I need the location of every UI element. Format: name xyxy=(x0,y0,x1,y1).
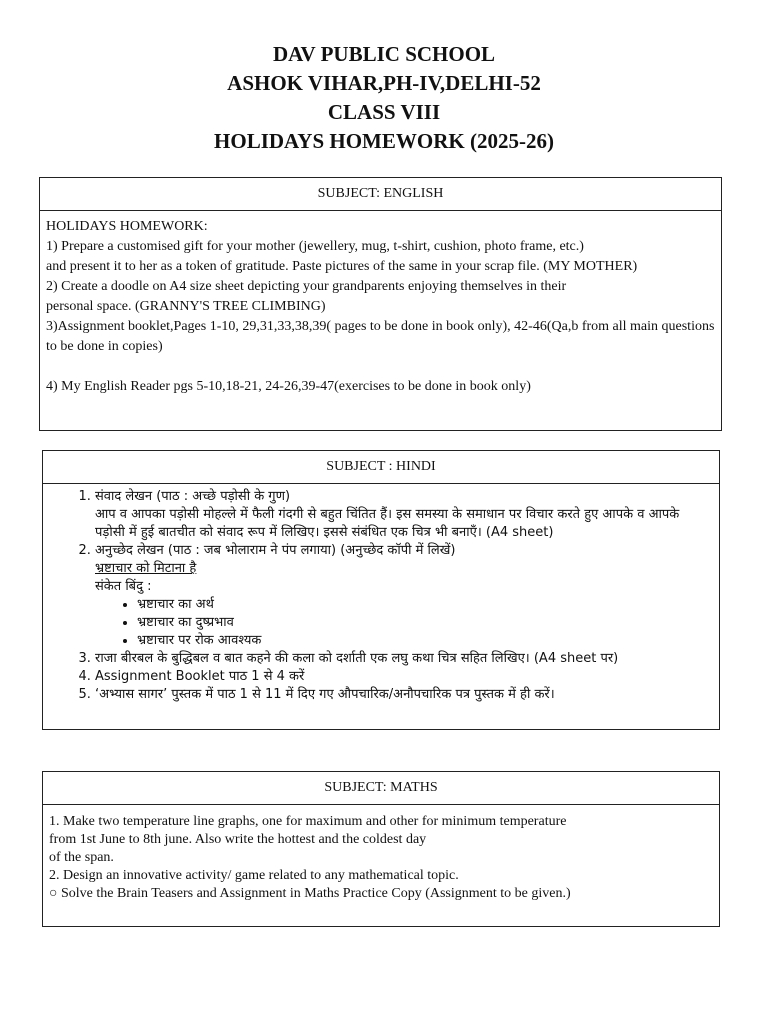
maths-subject-heading: SUBJECT: MATHS xyxy=(43,772,719,805)
maths-line: 1. Make two temperature line graphs, one for maximum and other for minimum temperature xyxy=(49,814,567,829)
hindi-task-1 xyxy=(95,488,713,542)
hindi-homework-body xyxy=(43,484,719,704)
hindi-subject-heading: SUBJECT : HINDI xyxy=(43,451,719,484)
hindi-task-4: 4. Assignment Booklet पाठ 1 से 4 करें xyxy=(95,668,713,686)
document-title: HOLIDAYS HOMEWORK (2025-26) xyxy=(214,129,554,153)
hindi-task-5: 5. ‘अभ्यास सागर’ पुस्तक में पाठ 1 से 11 में दिए गए औपचारिक/अनौपचारिक पत्र पुस्तक में ही करें। xyxy=(95,686,713,704)
hindi-task-3: 3. राजा बीरबल के बुद्धिबल व बात कहने की कला को दर्शाती एक लघु कथा चित्र सहित लिखिए। (A4 sheet पर) xyxy=(95,650,713,668)
english-homework-body xyxy=(40,211,721,397)
english-line: 3)Assignment booklet,Pages 1-10, 29,31,33,38,39( pages to be done in book only), 42-46(Qa,b from all main questions to be done in copies) xyxy=(46,319,715,354)
school-name: DAV PUBLIC SCHOOL xyxy=(272,42,496,66)
maths-line: 2. Design an innovative activity/ game related to any mathematical topic. xyxy=(49,868,459,883)
maths-line: ○ Solve the Brain Teasers and Assignment in Maths Practice Copy (Assignment to be given.) xyxy=(49,886,571,901)
hindi-hint-point: • भ्रष्टाचार का अर्थ xyxy=(137,596,713,614)
spacer xyxy=(46,357,715,377)
english-line: HOLIDAYS HOMEWORK: xyxy=(46,219,208,234)
maths-homework-body xyxy=(43,805,719,903)
hindi-hint-label: संकेत बिंदु : xyxy=(95,579,152,594)
english-line: 1) Prepare a customised gift for your mother (jewellery, mug, t-shirt, cushion, photo frame, etc.) xyxy=(46,239,584,254)
hindi-hint-point: • भ्रष्टाचार का दुष्प्रभाव xyxy=(137,614,713,632)
hindi-task-title: 2. अनुच्छेद लेखन (पाठ : जब भोलाराम ने पंप लगाया) (अनुच्छेद कॉपी में लिखें) xyxy=(95,543,456,558)
english-line: 4) My English Reader pgs 5-10,18-21, 24-26,39-47(exercises to be done in book only) xyxy=(46,379,531,394)
maths-line: of the span. xyxy=(49,850,114,865)
class-label: CLASS VIII xyxy=(327,100,441,124)
school-address: ASHOK VIHAR,PH-IV,DELHI-52 xyxy=(227,71,541,95)
hindi-paragraph-topic: भ्रष्टाचार को मिटाना है xyxy=(95,561,197,576)
english-subject-heading: SUBJECT: ENGLISH xyxy=(40,178,721,211)
hindi-task-title: 1. संवाद लेखन (पाठ : अच्छे पड़ोसी के गुण) xyxy=(95,489,291,504)
hindi-task-2 xyxy=(95,542,713,650)
hindi-hint-points xyxy=(95,596,713,650)
hindi-hint-point: • भ्रष्टाचार पर रोक आवश्यक xyxy=(137,632,713,650)
maths-section xyxy=(42,771,720,927)
maths-line: from 1st June to 8th june. Also write the hottest and the coldest day xyxy=(49,832,427,847)
hindi-task-text: आप व आपका पड़ोसी मोहल्ले में फैली गंदगी से बहुत चिंतित हैं। इस समस्या के समाधान पर विचार करते हुए आपके व आपके पड़ोसी में हुई बातचीत को संवाद रूप में लिखिए। इससे संबंधित एक चित्र भी बनाएँ। (A4 sheet) xyxy=(95,507,680,540)
english-line: and present it to her as a token of gratitude. Paste pictures of the same in your scrap file. (MY MOTHER) xyxy=(46,259,638,274)
english-line: personal space. (GRANNY'S TREE CLIMBING) xyxy=(46,299,326,314)
english-section xyxy=(39,177,722,431)
english-line: 2) Create a doodle on A4 size sheet depicting your grandparents enjoying themselves in their xyxy=(46,279,567,294)
document-header xyxy=(0,40,768,156)
hindi-section xyxy=(42,450,720,730)
hindi-task-list xyxy=(49,488,713,704)
